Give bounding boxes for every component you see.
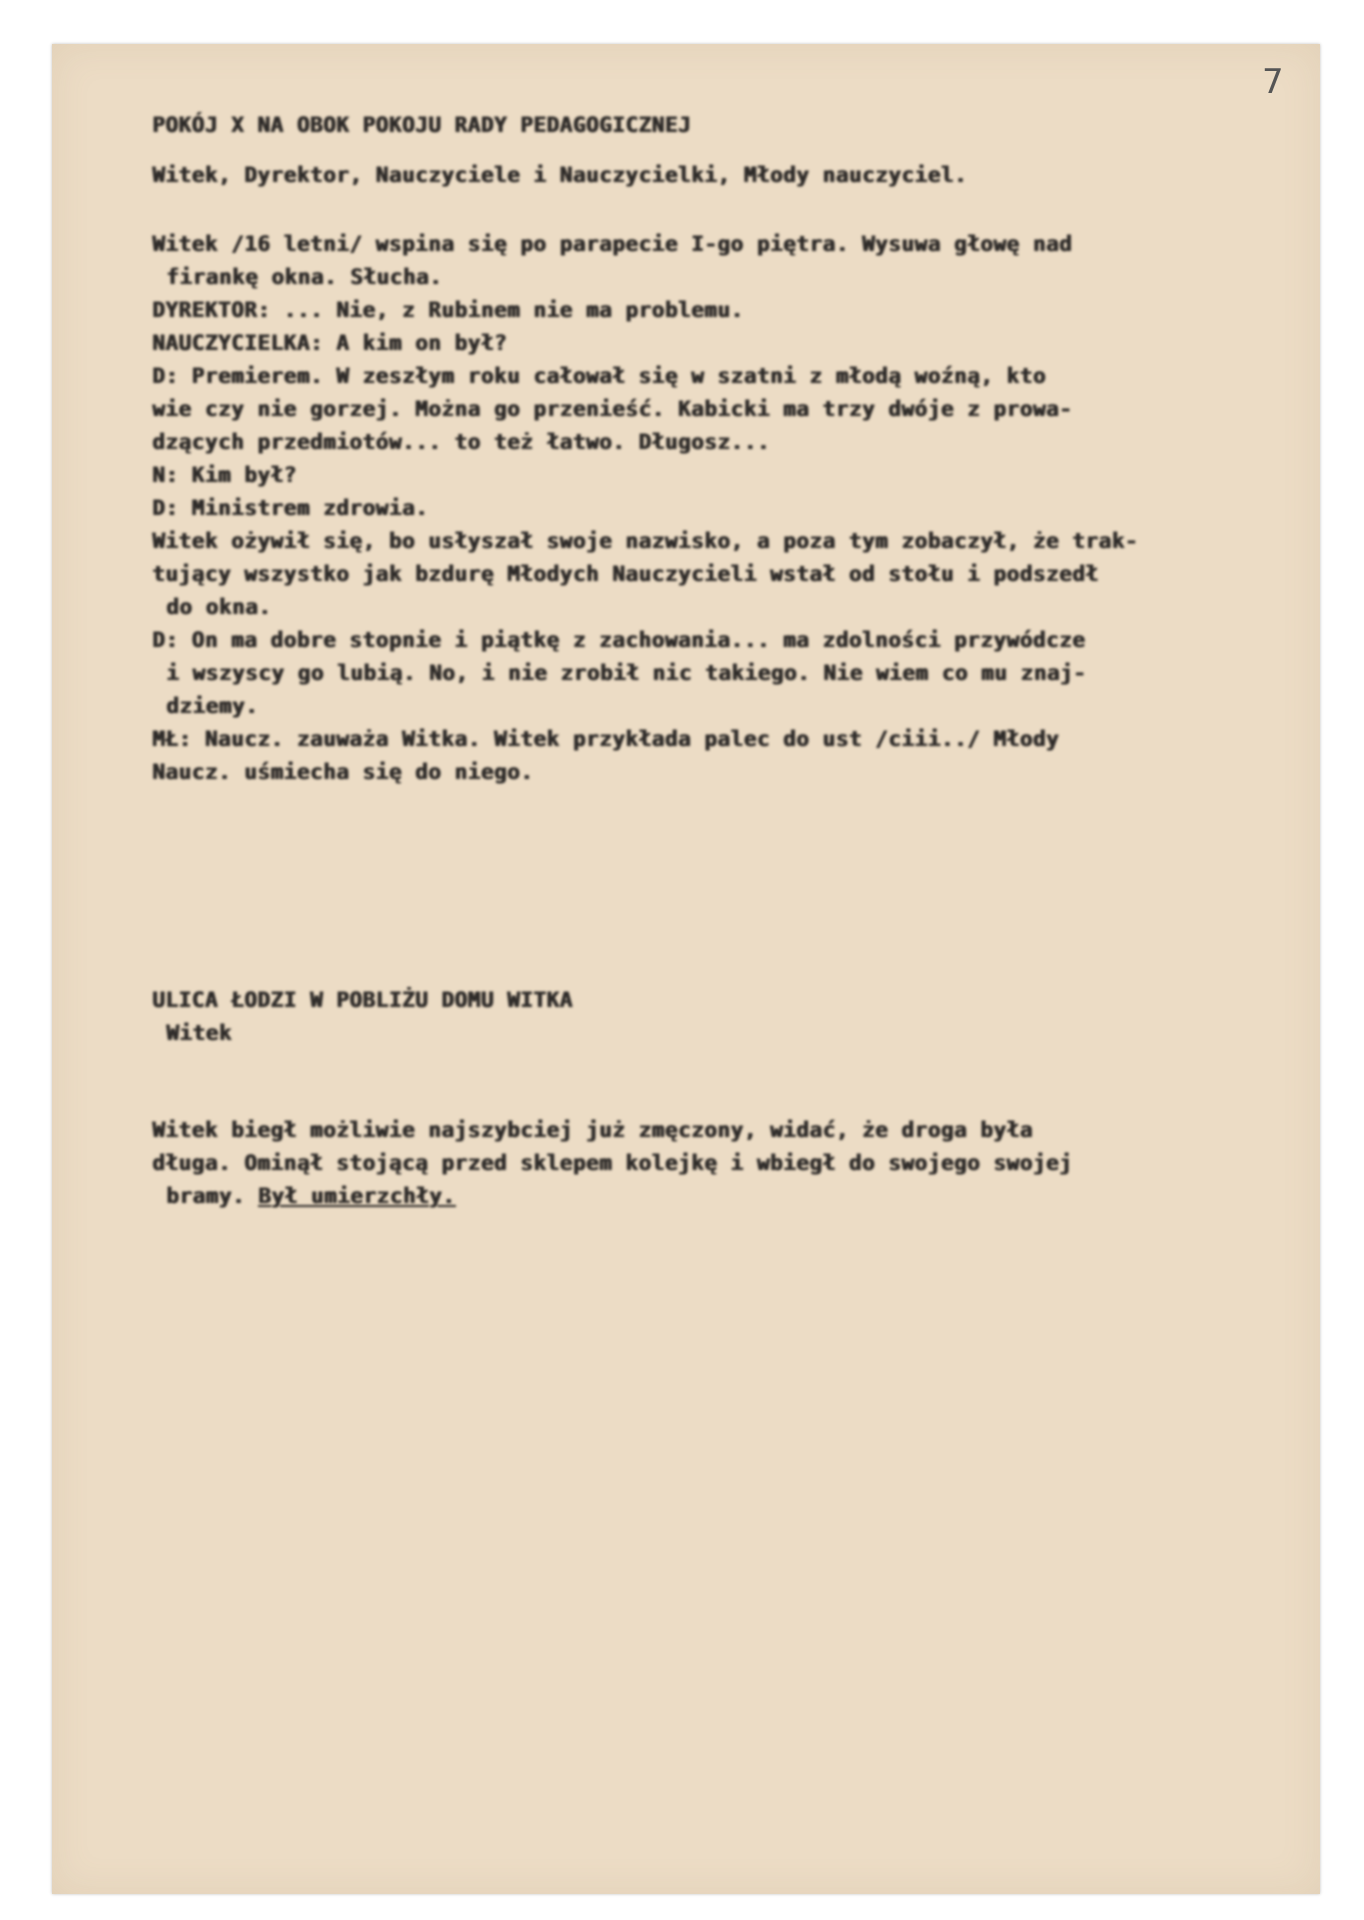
scene1-header [152,109,1272,142]
script-line-text: bramy. [166,1184,245,1208]
scene2-heading: ULICA ŁODZI W POBLIŻU DOMU WITKA [152,988,573,1012]
script-line: Naucz. uśmiecha się do niego. [152,760,534,784]
script-line: dziemy. [166,694,259,718]
scene1-cast [152,159,1272,192]
underlined-text: Był umierzchły. [258,1184,456,1208]
script-line: do okna. [166,595,272,619]
script-line: N: Kim był? [152,463,297,487]
script-line: dzących przedmiotów... to też łatwo. Długosz... [152,430,770,454]
script-line: Witek ożywił się, bo usłyszał swoje nazwisko, a poza tym zobaczył, że trak- [152,529,1138,553]
script-line: MŁ: Naucz. zauważa Witka. Witek przykłada palec do ust /ciii../ Młody [152,727,1059,751]
scene2-body [152,1114,1272,1213]
script-line: NAUCZYCIELKA: A kim on był? [152,331,507,355]
script-line: D: On ma dobre stopnie i piątkę z zachowania... ma zdolności przywódcze [152,628,1086,652]
scene1-characters: Witek, Dyrektor, Nauczyciele i Nauczycielki, Młody nauczyciel. [152,163,967,187]
script-line: długa. Ominął stojącą przed sklepem kolejkę i wbiegł do swojego swojej [152,1151,1073,1175]
script-line: wie czy nie gorzej. Można go przenieść. Kabicki ma trzy dwóje z prowa- [152,397,1073,421]
script-line: Witek /16 letni/ wspina się po parapecie I-go piętra. Wysuwa głowę nad [152,232,1073,256]
scene1-heading: POKÓJ X NA OBOK POKOJU RADY PEDAGOGICZNEJ [152,113,691,137]
script-line: tujący wszystko jak bzdurę Młodych Nauczycieli wstał od stołu i podszedł [152,562,1099,586]
script-line: D: Ministrem zdrowia. [152,496,429,520]
scene2-characters: Witek [166,1021,232,1045]
script-line: DYREKTOR: ... Nie, z Rubinem nie ma problemu. [152,298,744,322]
page-number: 7 [1262,62,1284,102]
script-line: Witek biegł możliwie najszybciej już zmęczony, widać, że droga była [152,1118,1033,1142]
script-line: D: Premierem. W zeszłym roku całował się w szatni z młodą woźną, kto [152,364,1046,388]
scene2-header [152,984,1272,1050]
script-line: i wszyscy go lubią. No, i nie zrobił nic takiego. Nie wiem co mu znaj- [166,661,1087,685]
script-line: firankę okna. Słucha. [166,265,443,289]
scene1-body [152,228,1272,789]
script-line [152,1180,1272,1213]
